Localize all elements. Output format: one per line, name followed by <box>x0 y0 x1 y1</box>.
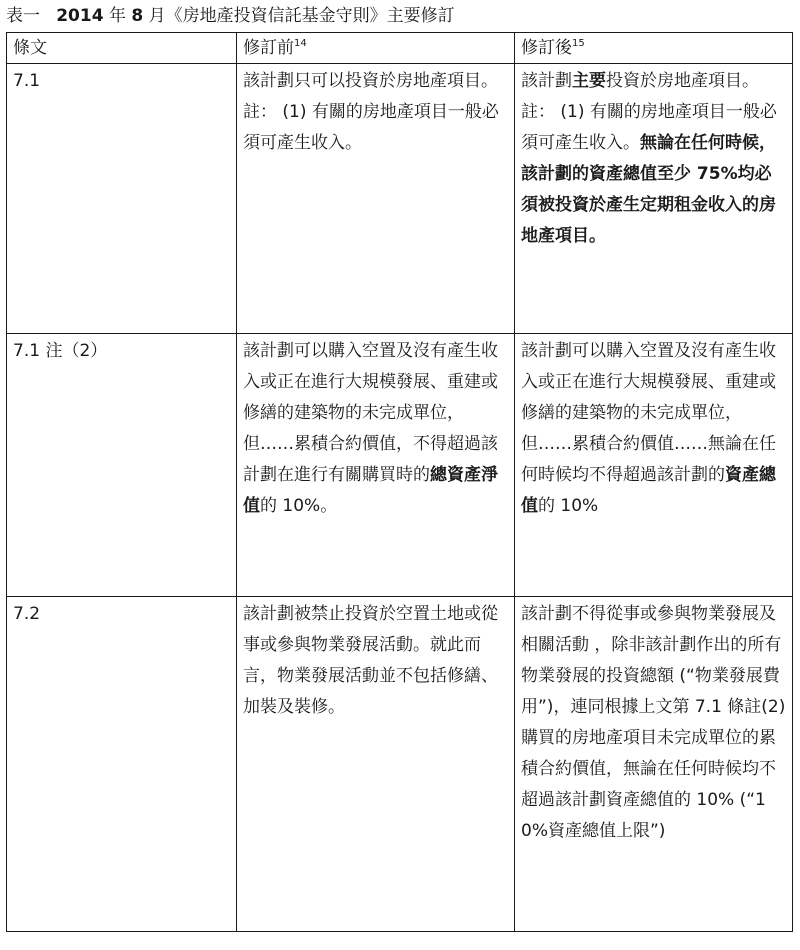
table-row <box>7 597 793 932</box>
row-2-before: 該計劃可以購入空置及沒有產生收入或正在進行大規模發展、重建或修繕的建築物的未完成單位，但……累積合約價值，不得超過該計劃在進行有關購買時的總資產淨值的 10%。 <box>237 334 515 597</box>
footnote-ref-14: 14 <box>294 38 307 49</box>
table-row <box>7 64 793 334</box>
row-2-clause: 7.1 注（2） <box>7 334 237 597</box>
caption-month: 8 <box>131 6 144 26</box>
caption-year-unit: 年 <box>108 6 126 26</box>
row-3-after: 該計劃不得從事或參與物業發展及相關活動 ，除非該計劃作出的所有物業發展的投資總額 (“物業發展費用”)，連同根據上文第 7.1 條註(2)購買的房地產項目未完成單位的累積合約價值，無論在任何時候均不超過該計劃資產總值的 10% (“10%資產總值上限”) <box>515 597 793 932</box>
table-caption <box>6 4 455 28</box>
table-row <box>7 334 793 597</box>
row-1-after: 該計劃主要投資於房地產項目。 註： (1) 有關的房地產項目一般必須可產生收入。無論在任何時候，該計劃的資產總值至少 75%均必須被投資於產生定期租金收入的房地產項目。 <box>515 64 793 334</box>
table-header-row <box>7 33 793 64</box>
row-3-before: 該計劃被禁止投資於空置土地或從事或參與物業發展活動。就此而言，物業發展活動並不包括修繕、加裝及裝修。 <box>237 597 515 932</box>
caption-title: 月《房地產投資信託基金守則》主要修訂 <box>148 6 455 26</box>
header-clause: 條文 <box>7 33 237 64</box>
row-2-after: 該計劃可以購入空置及沒有產生收入或正在進行大規模發展、重建或修繕的建築物的未完成單位，但……累積合約價值……無論在任何時候均不得超過該計劃的資產總值的 10% <box>515 334 793 597</box>
row-1-clause: 7.1 <box>7 64 237 334</box>
header-before: 修訂前$^{14}$ <box>237 33 515 64</box>
row-3-clause: 7.2 <box>7 597 237 932</box>
caption-label: 表一 <box>6 6 40 26</box>
footnote-ref-15: 15 <box>572 38 585 49</box>
row-1-before: 該計劃只可以投資於房地產項目。 註： (1) 有關的房地產項目一般必須可產生收入。 <box>237 64 515 334</box>
header-after: 修訂後$^{15}$ <box>515 33 793 64</box>
amendments-table <box>6 32 793 932</box>
caption-year: 2014 <box>56 6 104 26</box>
